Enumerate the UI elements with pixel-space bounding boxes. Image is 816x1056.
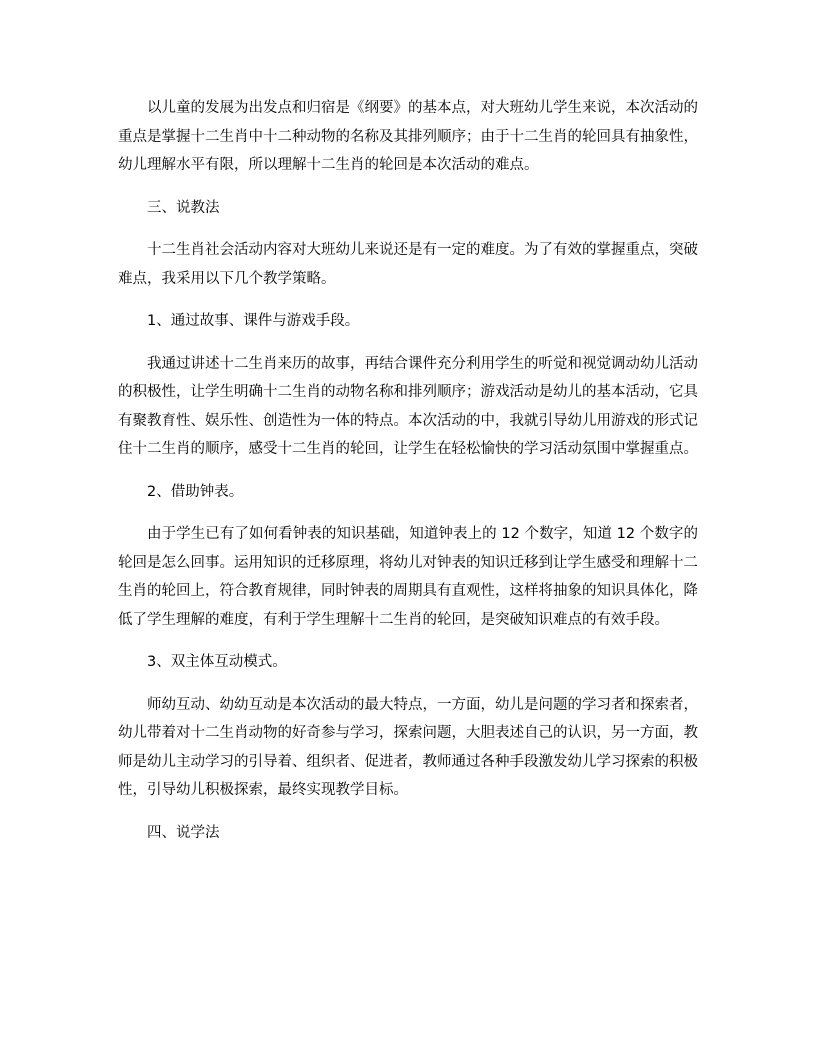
paragraph-teaching-intro: 十二生肖社会活动内容对大班幼儿来说还是有一定的难度。为了有效的掌握重点，突破难点，我采用以下几个教学策略。 xyxy=(118,242,698,287)
document-body xyxy=(118,94,698,861)
subheading-story-courseware-games: 1、通过故事、课件与游戏手段。 xyxy=(147,313,360,329)
paragraph-dual-subject-interaction: 师幼互动、幼幼互动是本次活动的最大特点，一方面，幼儿是问题的学习者和探索者，幼儿带着对十二生肖动物的好奇参与学习，探索问题，大胆表述自己的认识，另一方面，教师是幼儿主动学习的引导着、组织者、促进者，教师通过各种手段激发幼儿学习探索的积极性，引导幼儿积极探索，最终实现教学目标。 xyxy=(118,696,698,798)
paragraph-key-points: 以儿童的发展为出发点和归宿是《纲要》的基本点，对大班幼儿学生来说，本次活动的重点是掌握十二生肖中十二种动物的名称及其排列顺序；由于十二生肖的轮回具有抽象性，幼儿理解水平有限，所以理解十二生肖的轮回是本次活动的难点。 xyxy=(118,100,698,173)
paragraph-story-courseware-games: 我通过讲述十二生肖来历的故事，再结合课件充分利用学生的听觉和视觉调动幼儿活动的积极性，让学生明确十二生肖的动物名称和排列顺序；游戏活动是幼儿的基本活动，它具有聚教育性、娱乐性、创造性为一体的特点。本次活动的中，我就引导幼儿用游戏的形式记住十二生肖的顺序，感受十二生肖的轮回，让学生在轻松愉快的学习活动氛围中掌握重点。 xyxy=(118,355,698,457)
section-heading-teaching-methods: 三、说教法 xyxy=(147,199,220,216)
section-heading-learning-methods: 四、说学法 xyxy=(147,824,220,841)
subheading-clock: 2、借助钟表。 xyxy=(147,483,244,500)
subheading-dual-subject-interaction: 3、双主体互动模式。 xyxy=(147,654,287,670)
paragraph-clock: 由于学生已有了如何看钟表的知识基础，知道钟表上的 12 个数字，知道 12 个数字的轮回是怎么回事。运用知识的迁移原理，将幼儿对钟表的知识迁移到让学生感受和理解十二生肖的轮回上，符合教育规律，同时钟表的周期具有直观性，这样将抽象的知识具体化，降低了学生理解的难度，有利于学生理解十二生肖的轮回，是突破知识难点的有效手段。 xyxy=(118,526,698,628)
